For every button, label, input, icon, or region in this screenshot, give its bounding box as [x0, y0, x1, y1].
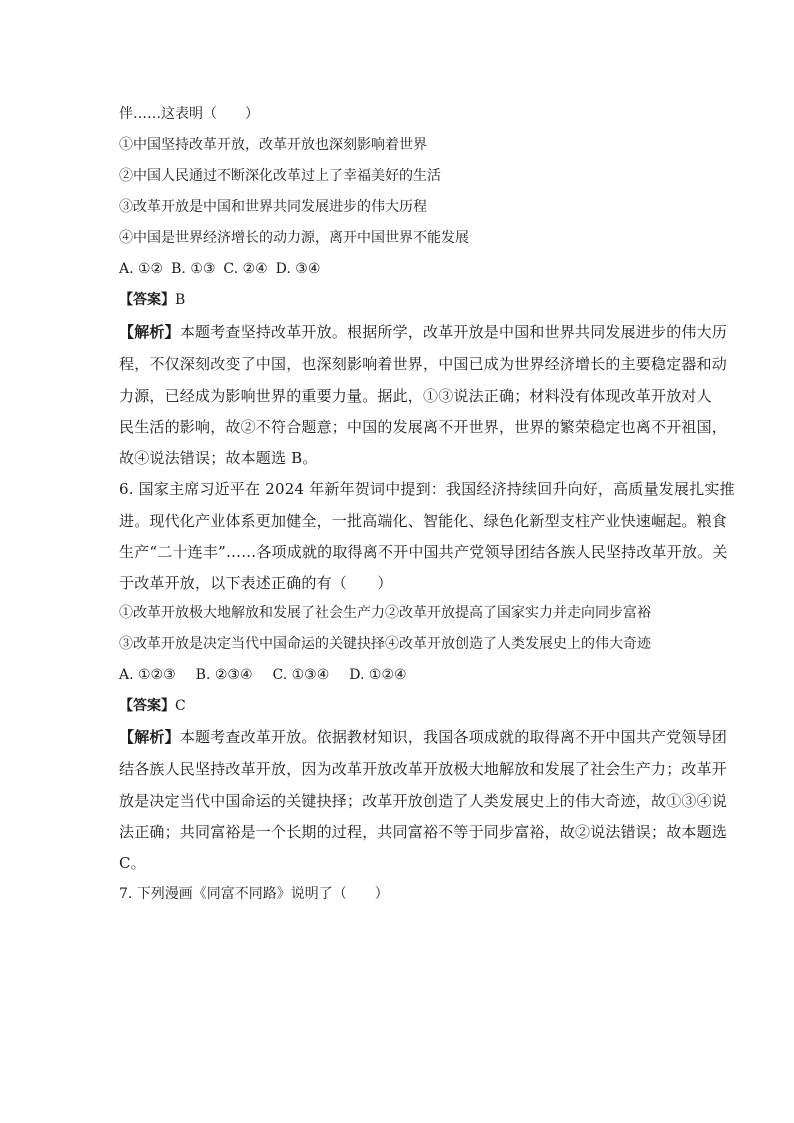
- q6-option-c: C. ①③④: [272, 667, 330, 683]
- q5-analysis-line-3: 力源，已经成为影响世界的重要力量。据此，①③说法正确；材料没有体现改革开放对人: [119, 387, 712, 405]
- q6-statement-2: ③改革开放是决定当代中国命运的关键抉择④改革开放创造了人类发展史上的伟大奇迹: [119, 636, 651, 652]
- q5-option-b: B. ①③: [171, 261, 216, 277]
- q5-option-d: D. ③④: [275, 261, 321, 277]
- q6-stem-line-1: 6. 国家主席习近平在 2024 年新年贺词中提到：我国经济持续回升向好，高质量发展扎实推: [119, 480, 735, 498]
- q5-analysis-line-1: 【解析】本题考查坚持改革开放。根据所学，改革开放是中国和世界共同发展进步的伟大历: [119, 323, 728, 341]
- q5-analysis-line-5: 故④说法错误；故本题选 B。: [119, 449, 318, 467]
- q6-stem-line-2: 进。现代化产业体系更加健全，一批高端化、智能化、绿色化新型支柱产业快速崛起。粮食: [119, 512, 728, 530]
- q6-option-a: A. ①②③: [119, 667, 176, 683]
- q5-analysis-line-2: 程，不仅深刻改变了中国，也深刻影响着世界，中国已成为世界经济增长的主要稳定器和动: [119, 355, 728, 373]
- q6-analysis-label: 【解析】: [119, 728, 180, 746]
- q5-answer-label: 【答案】: [119, 292, 175, 308]
- q5-analysis-label: 【解析】: [119, 323, 180, 341]
- q6-statement-1: ①改革开放极大地解放和发展了社会生产力②改革开放提高了国家实力并走向同步富裕: [119, 605, 651, 621]
- q5-statement-2: ②中国人民通过不断深化改革过上了幸福美好的生活: [119, 168, 441, 184]
- q5-option-a: A. ①②: [119, 261, 164, 277]
- q6-analysis-line-3: 放是决定当代中国命运的关键抉择；改革开放创造了人类发展史上的伟大奇迹，故①③④说: [119, 792, 728, 810]
- q5-options: [119, 259, 320, 279]
- q5-statement-1: ①中国坚持改革开放，改革开放也深刻影响着世界: [119, 137, 427, 153]
- q6-stem-line-3: 生产“二十连丰”……各项成就的取得离不开中国共产党领导团结各族人民坚持改革开放。关: [119, 543, 728, 561]
- q6-options: [119, 665, 407, 685]
- q6-answer: [119, 696, 186, 716]
- q5-analysis-line-4: 民生活的影响，故②不符合题意；中国的发展离不开世界，世界的繁荣稳定也离不开祖国，: [119, 418, 728, 436]
- q5-answer: [119, 290, 185, 310]
- q5-statement-3: ③改革开放是中国和世界共同发展进步的伟大历程: [119, 199, 427, 215]
- q6-answer-value: C: [175, 698, 186, 714]
- q6-analysis-line-1: 【解析】本题考查改革开放。依据教材知识，我国各项成就的取得离不开中国共产党领导团: [119, 728, 728, 746]
- q6-option-b: B. ②③④: [195, 667, 253, 683]
- q6-analysis-line-2: 结各族人民坚持改革开放，因为改革开放改革开放极大地解放和发展了社会生产力；改革开: [119, 760, 728, 778]
- q5-answer-value: B: [175, 292, 186, 308]
- q6-analysis-line-5: C。: [119, 854, 146, 872]
- q7-stem: 7. 下列漫画《同富不同路》说明了（ ）: [119, 886, 389, 902]
- q6-option-d: D. ①②④: [349, 667, 407, 683]
- q6-answer-label: 【答案】: [119, 698, 175, 714]
- q5-statement-4: ④中国是世界经济增长的动力源，离开中国世界不能发展: [119, 230, 469, 246]
- q6-stem-line-4: 于改革开放，以下表述正确的有（ ）: [119, 574, 393, 592]
- q5-option-c: C. ②④: [223, 261, 268, 277]
- q5-stem-tail: 伴……这表明（ ）: [119, 106, 259, 122]
- q6-analysis-line-4: 法正确；共同富裕是一个长期的过程，共同富裕不等于同步富裕，故②说法错误；故本题选: [119, 823, 728, 841]
